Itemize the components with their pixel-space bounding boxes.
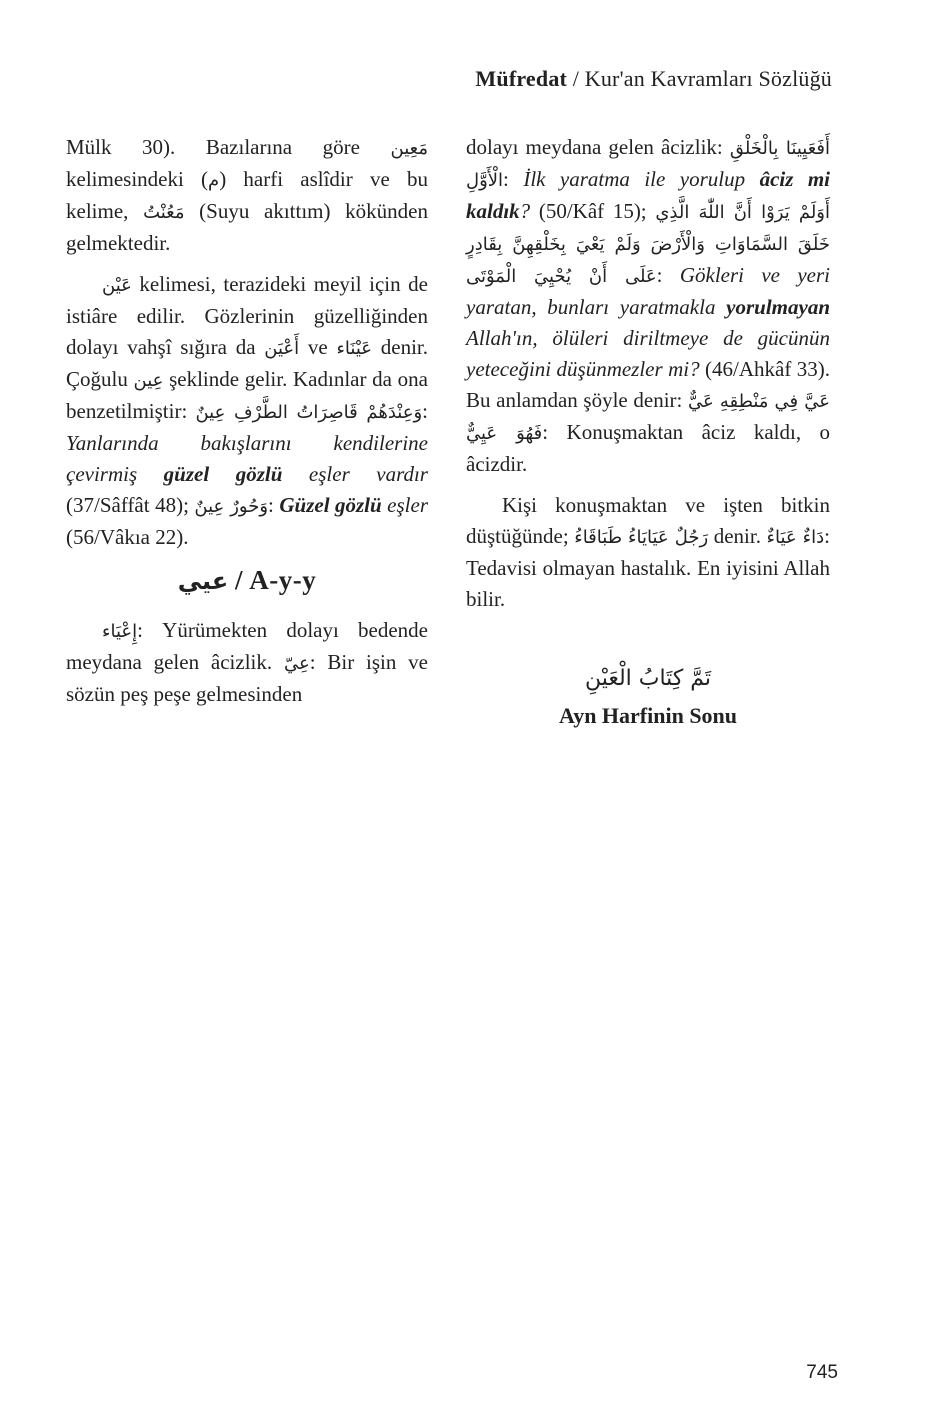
translation-bold: Güzel gözlü [279,493,382,517]
entry-root-latin: / A-y-y [228,565,317,595]
verse-reference: (46/Ahkâf 33). Bu anlamdan şöyle denir: [466,357,830,412]
arabic-verse: أَفَعَيِينَا بِالْخَلْقِ الْأَوَّلِ [466,138,830,191]
translation-bold: âciz mi kaldık [466,167,830,223]
arabic-phrase: عَيَّ فِي مَنْطِقِهِ عَيٌّ [688,391,831,412]
arabic-term: أَعْيَن [264,338,300,359]
text: kelimesindeki ( [66,167,209,191]
translation-italic: Allah'ın, ölüleri diriltmeye de gücünün yeteceğini düşünmezler mi? [466,326,830,381]
text: kelimesi, terazideki meyil için de istiâre edilir. Gözlerinin güzelliğinden dolayı vahşî sığıra da [66,272,428,359]
closing-section [466,663,830,732]
right-column [466,132,830,732]
arabic-verse: وَحُورٌ عِينٌ [194,496,269,517]
text: denir. [708,524,767,548]
arabic-phrase: دَاءٌ عَيَاءٌ [766,527,825,548]
arabic-phrase: فَهُوَ عَيِيٌّ [466,423,543,444]
text: şeklinde gelir. Kadınlar da ona benzetilmiştir: [66,367,428,423]
verse-reference: (50/Kâf 15); [530,199,656,223]
left-paragraph-1 [66,132,428,259]
left-paragraph-3 [66,615,428,710]
translation-bold: yorulmayan [726,295,830,319]
left-paragraph-2 [66,269,428,553]
right-paragraph-2 [466,490,830,615]
running-header [475,66,832,92]
text: : Konuşmaktan âciz kaldı, o âcizdir. [466,420,830,476]
closing-arabic: تَمَّ كِتَابُ الْعَيْنِ [584,666,712,691]
arabic-term: إِعْيَاء [102,621,138,642]
text: ) harfi aslîdir ve bu kelime, [66,167,428,223]
arabic-term: مَعُنْتُ [143,202,185,223]
arabic-term: مَعِين [390,138,428,159]
text: Mülk 30). Bazılarına göre [66,135,391,159]
translation-italic: İlk yaratma ile yorulup [523,167,760,191]
closing-title: Ayn Harfinin Sonu [558,703,738,728]
entry-heading [66,565,428,597]
translation-bold: güzel gözlü [163,462,283,486]
header-book-title: Müfredat [475,66,568,91]
arabic-term: عِيّ [283,653,310,674]
translation-italic: ? [519,199,531,223]
text: : [268,493,280,517]
arabic-letter: م [208,170,220,191]
arabic-verse: أَوَلَمْ يَرَوْا أَنَّ اللّٰهَ الَّذِي خَلَقَ السَّمَاوَاتِ وَالْأَرْضَ وَلَمْ يَعْيَ بِخَلْقِهِنَّ بِقَادِرٍ عَلَى أَنْ يُحْيِيَ الْمَوْتَى [466,202,830,287]
text: : Yürümekten dolayı bedende meydana gelen âcizlik. [66,618,428,674]
text: dolayı meydana gelen âcizlik: [466,135,730,159]
text: : Bir işin ve sözün peş peşe gelmesinden [66,650,428,706]
translation-italic: Gökleri ve yeri yaratan, bunları yaratmakla [466,263,830,319]
text: Kişi konuşmaktan ve işten bitkin düştüğünde; [466,493,830,548]
translation-italic: Yanlarında bakışlarını kendilerine çevirmiş [66,431,428,486]
left-column [66,132,428,710]
text: : [503,167,524,191]
page-number: 745 [806,1362,838,1383]
right-paragraph-1 [466,132,830,480]
arabic-term: عِين [133,370,164,391]
arabic-term: عَيْنَاء [336,338,373,359]
text: ve [299,335,337,359]
text: : [422,399,428,423]
text: denir. Çoğulu [66,335,428,391]
verse-reference: (56/Vâkıa 22). [66,525,189,549]
text: (Suyu akıttım) kökünden gelmektedir. [66,199,428,255]
arabic-term: عَيْن [102,275,132,296]
arabic-verse: وَعِنْدَهُمْ قَاصِرَاتُ الطَّرْفِ عِينٌ [195,402,423,423]
verse-reference: (37/Sâffât 48); [66,493,195,517]
text: : Tedavisi olmayan hastalık. En iyisini Allah bilir. [466,524,830,611]
text: : [656,263,680,287]
header-subtitle: / Kur'an Kavramları Sözlüğü [567,66,832,91]
entry-root-arabic: عيي [177,567,229,595]
arabic-phrase: رَجُلٌ عَيَايَاءُ طَبَاقَاءُ [574,527,709,548]
translation-italic: eşler vardır [282,462,428,486]
translation-italic: eşler [381,493,429,517]
